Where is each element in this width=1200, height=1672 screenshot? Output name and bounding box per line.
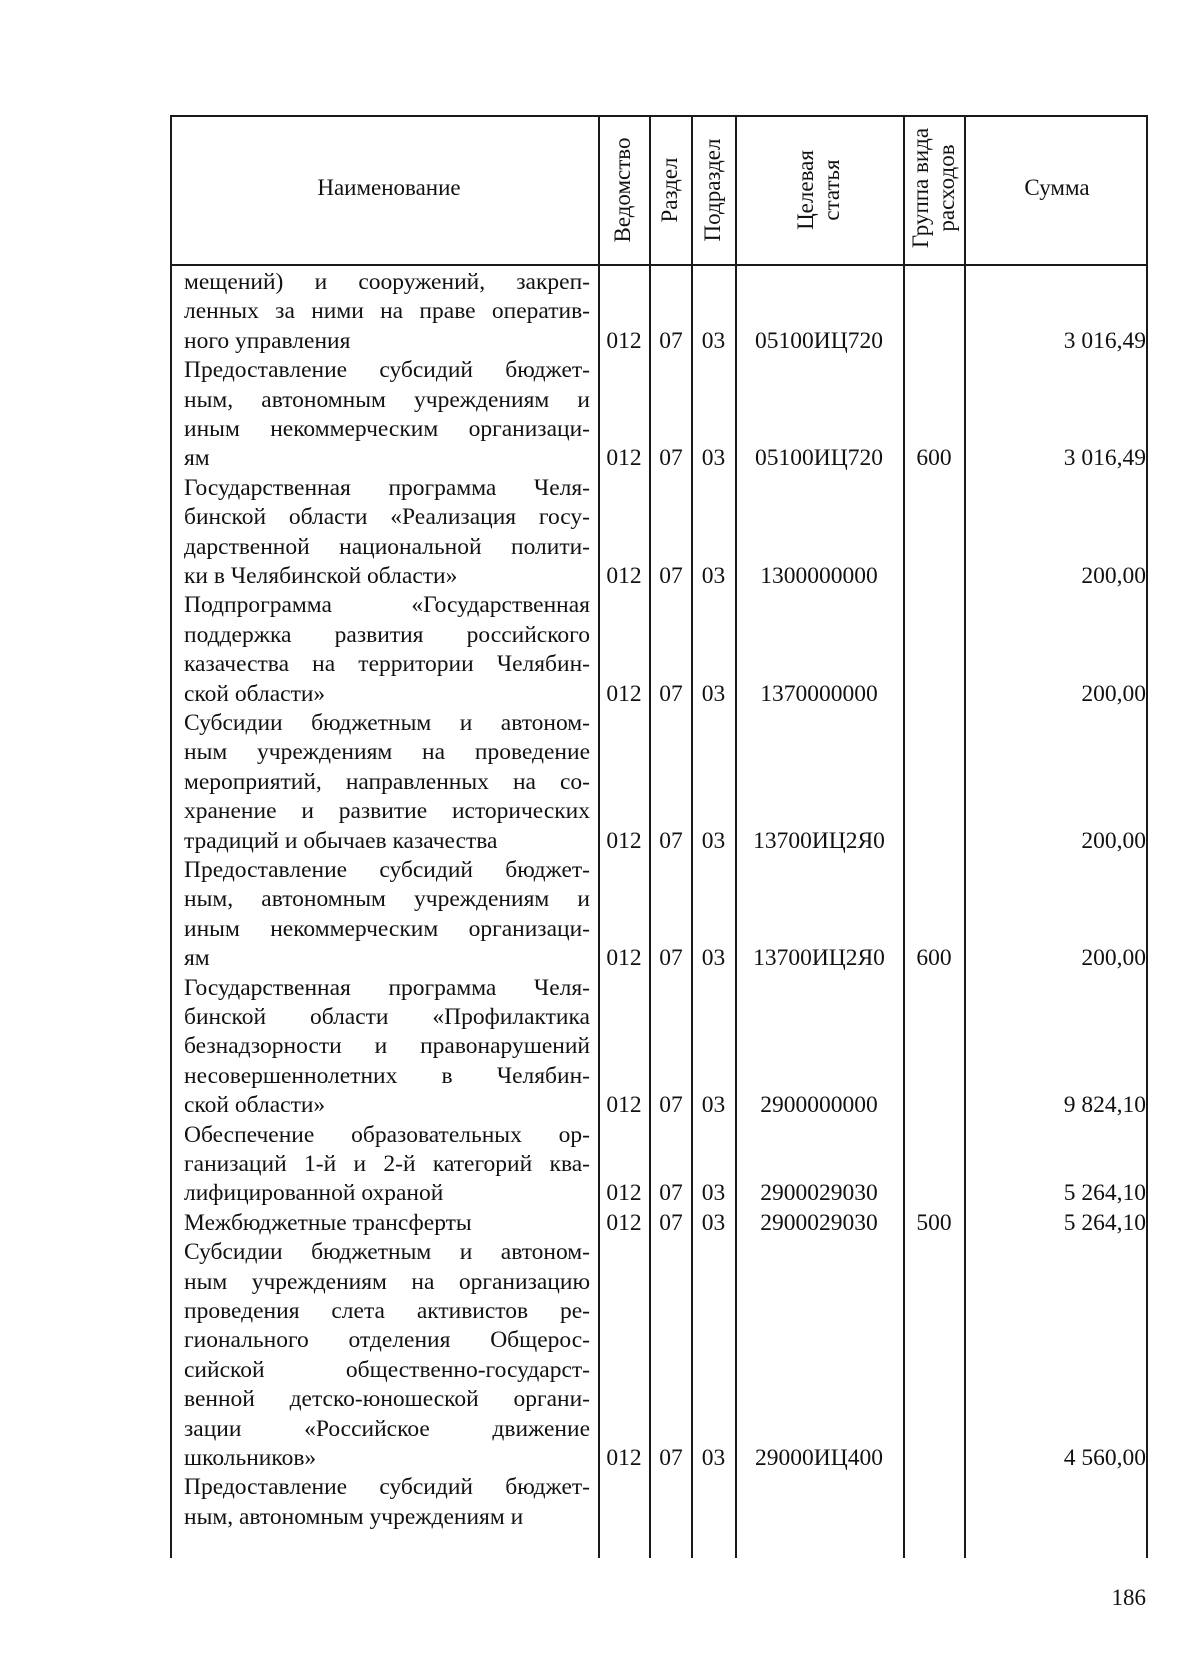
row-name-line xyxy=(184,827,590,856)
row-name-line-text: ным, автономным учреждениям и xyxy=(184,386,590,413)
header-vedomstvo-text: Ведомство xyxy=(610,137,635,243)
row-name-line xyxy=(184,621,590,650)
row-name-line xyxy=(184,974,590,1003)
row-name-line-text: ным, автономным учреждениям и xyxy=(184,886,590,913)
row-name-line-text: ганизаций 1-й и 2-й категорий ква- xyxy=(184,1150,590,1177)
row-summa: 200,00 xyxy=(1081,562,1146,589)
row-name-line xyxy=(184,1209,590,1238)
header-celevaya-text xyxy=(793,150,845,230)
row-name-line-text: ленных за ними на праве оператив- xyxy=(184,298,590,325)
table-row xyxy=(0,474,1200,592)
row-name xyxy=(184,591,590,709)
row-summa: 5 264,10 xyxy=(1063,1209,1146,1236)
row-podrazdel: 03 xyxy=(701,327,726,354)
row-name-line-text: Подпрограмма «Государственная xyxy=(184,592,590,619)
header-podrazdel-text: Подраздел xyxy=(700,138,725,242)
page-number: 186 xyxy=(1111,1585,1146,1610)
row-name-line xyxy=(184,356,590,385)
header-celevaya-line2: статья xyxy=(819,159,844,221)
row-name-line-text: венной детско-юношеской органи- xyxy=(184,1386,590,1413)
row-name-line-text: ным, автономным учреждениям и xyxy=(184,1503,524,1530)
row-celevaya: 2900029030 xyxy=(760,1180,878,1207)
row-name-line-text: бинской области «Профилактика xyxy=(184,1003,590,1030)
table-row xyxy=(0,1121,1200,1209)
row-name-line xyxy=(184,444,590,473)
row-vedomstvo: 012 xyxy=(606,445,642,472)
row-name-line-text: Субсидии бюджетным и автоном- xyxy=(184,1239,590,1266)
row-vedomstvo: 012 xyxy=(606,1180,642,1207)
row-podrazdel: 03 xyxy=(701,562,726,589)
row-name-line-text: казачества на территории Челябин- xyxy=(184,651,590,678)
row-name-line-text: традиций и обычаев казачества xyxy=(184,827,498,854)
row-razdel: 07 xyxy=(659,1180,683,1207)
row-name-line xyxy=(184,297,590,326)
table-row xyxy=(0,268,1200,356)
row-name xyxy=(184,474,590,592)
row-name-line xyxy=(184,1356,590,1385)
row-podrazdel: 03 xyxy=(701,1209,726,1236)
row-razdel: 07 xyxy=(659,945,683,972)
row-name-line xyxy=(184,1062,590,1091)
row-name xyxy=(184,268,590,356)
row-vedomstvo: 012 xyxy=(606,1092,642,1119)
row-vedomstvo: 012 xyxy=(606,327,642,354)
row-name-line xyxy=(184,327,590,356)
table-row xyxy=(0,1238,1200,1473)
header-gruppa-line2: расходов xyxy=(934,144,959,232)
row-name-line-text: зации «Российское движение xyxy=(184,1415,590,1442)
row-name-line-text: бинской области «Реализация госу- xyxy=(184,504,590,531)
row-name-line-text: иным некоммерческим организаци- xyxy=(184,915,590,942)
row-name-line-text: Межбюджетные трансферты xyxy=(184,1209,472,1236)
row-summa: 200,00 xyxy=(1081,680,1146,707)
row-name-line xyxy=(184,1297,590,1326)
row-celevaya: 13700ИЦ2Я0 xyxy=(753,945,885,972)
row-razdel: 07 xyxy=(659,1092,683,1119)
row-name-line xyxy=(184,386,590,415)
row-name-line xyxy=(184,415,590,444)
row-name-line-text: ской области» xyxy=(184,1092,326,1119)
row-name-line-text: Предоставление субсидий бюджет- xyxy=(184,857,590,883)
row-name-line xyxy=(184,856,590,885)
row-razdel: 07 xyxy=(659,445,683,472)
row-podrazdel: 03 xyxy=(701,1180,726,1207)
header-razdel-text: Раздел xyxy=(657,157,682,223)
header-summa: Сумма xyxy=(1024,175,1090,200)
row-name-line xyxy=(184,591,590,620)
row-name-line xyxy=(184,1238,590,1267)
row-celevaya: 2900029030 xyxy=(760,1209,878,1236)
row-podrazdel: 03 xyxy=(701,945,726,972)
row-name-line xyxy=(184,1121,590,1150)
header-name: Наименование xyxy=(317,175,461,200)
row-razdel: 07 xyxy=(659,562,683,589)
row-name-line xyxy=(184,474,590,503)
row-razdel: 07 xyxy=(659,1209,683,1236)
row-name-line xyxy=(184,1091,590,1120)
row-name xyxy=(184,856,590,974)
row-name-line-text: мещений) и сооружений, закреп- xyxy=(184,269,590,295)
row-vedomstvo: 012 xyxy=(606,1209,642,1236)
row-name-line xyxy=(184,1385,590,1414)
row-name-line-text: ного управления xyxy=(184,327,351,354)
row-name-line-text: проведения слета активистов ре- xyxy=(184,1297,590,1324)
row-summa: 9 824,10 xyxy=(1063,1092,1146,1119)
row-name-line xyxy=(184,1032,590,1061)
row-name-line-text: хранение и развитие исторических xyxy=(184,798,590,825)
row-name-line-text: Государственная программа Челя- xyxy=(184,974,590,1001)
row-name-line-text: безнадзорности и правонарушений xyxy=(184,1033,590,1060)
row-name-line xyxy=(184,738,590,767)
row-celevaya: 29000ИЦ400 xyxy=(755,1444,883,1471)
row-name-line xyxy=(184,1003,590,1032)
row-name-line xyxy=(184,1473,590,1502)
row-name-line xyxy=(184,680,590,709)
row-name-line-text: гионального отделения Общерос- xyxy=(184,1327,590,1354)
row-razdel: 07 xyxy=(659,680,683,707)
row-name-line-text: ки в Челябинской области» xyxy=(184,562,458,589)
row-name-line xyxy=(184,1415,590,1444)
row-name-line xyxy=(184,1150,590,1179)
row-celevaya: 1300000000 xyxy=(760,562,878,589)
row-podrazdel: 03 xyxy=(701,1444,726,1471)
row-name-line xyxy=(184,1179,590,1208)
row-name-line xyxy=(184,709,590,738)
row-name-line xyxy=(184,1503,590,1532)
row-name-line-text: ской области» xyxy=(184,680,326,707)
row-name-line xyxy=(184,797,590,826)
row-razdel: 07 xyxy=(659,827,683,854)
row-celevaya: 1370000000 xyxy=(760,680,878,707)
row-name-line xyxy=(184,650,590,679)
row-celevaya: 13700ИЦ2Я0 xyxy=(753,827,885,854)
row-name-line xyxy=(184,768,590,797)
row-name xyxy=(184,974,590,1121)
row-name xyxy=(184,356,590,474)
row-name-line-text: Обеспечение образовательных ор- xyxy=(184,1121,590,1148)
row-name-line-text: ным учреждениям на организацию xyxy=(184,1268,590,1295)
row-name-line-text: Предоставление субсидий бюджет- xyxy=(184,1474,590,1501)
table-row xyxy=(0,356,1200,474)
row-razdel: 07 xyxy=(659,1444,683,1471)
row-name-line xyxy=(184,1326,590,1355)
row-name-line-text: Субсидии бюджетным и автоном- xyxy=(184,710,590,736)
row-summa: 3 016,49 xyxy=(1063,445,1146,472)
row-name-line-text: иным некоммерческим организаци- xyxy=(184,415,590,442)
row-name-line xyxy=(184,944,590,973)
row-name xyxy=(184,1473,590,1532)
row-name-line-text: сийской общественно-государст- xyxy=(184,1356,590,1383)
row-name-line-text: ям xyxy=(184,945,210,972)
row-name-line-text: ным учреждениям на проведение xyxy=(184,739,590,766)
table-row xyxy=(0,856,1200,974)
row-vedomstvo: 012 xyxy=(606,1444,642,1471)
row-celevaya: 05100ИЦ720 xyxy=(755,327,883,354)
row-razdel: 07 xyxy=(659,327,683,354)
row-vedomstvo: 012 xyxy=(606,562,642,589)
row-name-line-text: Государственная программа Челя- xyxy=(184,474,590,501)
row-summa: 3 016,49 xyxy=(1063,327,1146,354)
row-gruppa: 500 xyxy=(916,1209,952,1236)
row-name-line-text: поддержка развития российского xyxy=(184,621,590,648)
row-podrazdel: 03 xyxy=(701,445,726,472)
row-summa: 5 264,10 xyxy=(1063,1180,1146,1207)
row-name-line xyxy=(184,562,590,591)
header-gruppa-text xyxy=(908,128,960,248)
row-name-line-text: дарственной национальной полити- xyxy=(184,533,590,560)
row-name-line-text: несовершеннолетних в Челябин- xyxy=(184,1062,590,1089)
row-name-line xyxy=(184,1268,590,1297)
row-name xyxy=(184,1121,590,1209)
row-podrazdel: 03 xyxy=(701,1092,726,1119)
table-top-border xyxy=(170,115,1147,117)
header-bottom-border xyxy=(170,264,1147,266)
row-name-line-text: Предоставление субсидий бюджет- xyxy=(184,357,590,384)
table-row xyxy=(0,709,1200,856)
row-gruppa: 600 xyxy=(916,945,952,972)
row-vedomstvo: 012 xyxy=(606,680,642,707)
row-podrazdel: 03 xyxy=(701,827,726,854)
row-name-line-text: школьников» xyxy=(184,1444,317,1471)
row-vedomstvo: 012 xyxy=(606,827,642,854)
row-podrazdel: 03 xyxy=(701,680,726,707)
row-name-line xyxy=(184,1444,590,1473)
table-row xyxy=(0,974,1200,1121)
row-name-line xyxy=(184,268,590,297)
header-celevaya-line1: Целевая xyxy=(793,150,818,230)
row-name xyxy=(184,1209,590,1238)
row-celevaya: 2900000000 xyxy=(760,1092,878,1119)
table-row xyxy=(0,1473,1200,1532)
row-summa: 4 560,00 xyxy=(1063,1444,1146,1471)
header-gruppa-line1: Группа вида xyxy=(908,127,933,249)
row-name-line xyxy=(184,915,590,944)
row-celevaya: 05100ИЦ720 xyxy=(755,445,883,472)
row-name-line xyxy=(184,885,590,914)
row-name-line-text: лифицированной охраной xyxy=(184,1180,444,1207)
row-summa: 200,00 xyxy=(1081,827,1146,854)
row-name-line xyxy=(184,533,590,562)
row-name-line-text: ям xyxy=(184,445,210,472)
table-row xyxy=(0,1209,1200,1238)
table-row xyxy=(0,591,1200,709)
row-vedomstvo: 012 xyxy=(606,945,642,972)
row-summa: 200,00 xyxy=(1081,945,1146,972)
row-name xyxy=(184,1238,590,1473)
row-name xyxy=(184,709,590,856)
row-name-line xyxy=(184,503,590,532)
row-name-line-text: мероприятий, направленных на со- xyxy=(184,768,590,795)
row-gruppa: 600 xyxy=(916,445,952,472)
